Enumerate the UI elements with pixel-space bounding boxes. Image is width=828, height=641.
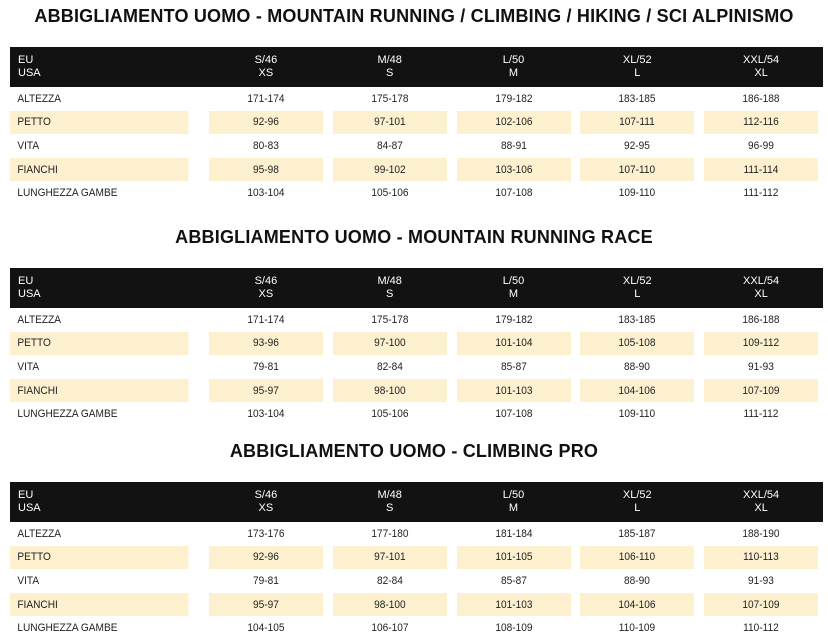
table-cell: 183-185 — [618, 313, 656, 326]
table-header-row — [10, 482, 823, 522]
header-size-cell: S/46 XS — [204, 268, 328, 308]
table-header-row — [10, 47, 823, 87]
table-cell: 80-83 — [252, 139, 279, 152]
table-cell: 104-105 — [247, 622, 285, 635]
table-cell: 177-180 — [371, 527, 409, 540]
table-cell: 107-109 — [704, 593, 818, 617]
table-cell: 99-102 — [333, 158, 447, 182]
table-cell: 101-103 — [457, 379, 571, 403]
section-title-general: ABBIGLIAMENTO UOMO - MOUNTAIN RUNNING / CLIMBING / HIKING / SCI ALPINISMO — [34, 6, 794, 26]
table-cell: 105-106 — [371, 187, 409, 200]
table-header-row — [10, 268, 823, 308]
row-label: VITA — [17, 139, 40, 152]
table-row — [10, 546, 823, 570]
row-label: ALTEZZA — [17, 527, 62, 540]
table-row — [10, 181, 823, 205]
header-size-cell: S/46 XS — [204, 482, 328, 522]
table-cell: 92-96 — [209, 111, 323, 135]
table-cell: 175-178 — [371, 313, 409, 326]
table-cell: 103-106 — [457, 158, 571, 182]
row-label: ALTEZZA — [17, 313, 62, 326]
header-label-cell: EU USA — [10, 482, 204, 522]
table-cell: 104-106 — [580, 379, 694, 403]
header-size-cell: M/48 S — [328, 47, 452, 87]
table-cell: 92-96 — [209, 546, 323, 570]
table-cell: 111-112 — [743, 187, 779, 200]
table-row — [10, 134, 823, 158]
table-cell: 96-99 — [748, 139, 775, 152]
table-cell: 173-176 — [247, 527, 285, 540]
header-size-cell: XXL/54 XL — [699, 268, 823, 308]
table-row — [10, 569, 823, 593]
table-row — [10, 593, 823, 617]
section-title-climbing-pro: ABBIGLIAMENTO UOMO - CLIMBING PRO — [229, 441, 599, 461]
table-cell: 106-107 — [371, 622, 409, 635]
row-label: LUNGHEZZA GAMBE — [17, 622, 118, 635]
header-size-cell: M/48 S — [328, 268, 452, 308]
header-size-cell: L/50 M — [452, 47, 576, 87]
header-size-cell: XL/52 L — [575, 482, 699, 522]
table-cell: 102-106 — [457, 111, 571, 135]
table-cell: 171-174 — [247, 92, 285, 105]
table-cell: 91-93 — [748, 574, 775, 587]
table-row — [10, 111, 823, 135]
row-label: FIANCHI — [10, 379, 188, 403]
table-row — [10, 308, 823, 332]
table-cell: 112-116 — [704, 111, 818, 135]
table-cell: 111-114 — [704, 158, 818, 182]
table-cell: 82-84 — [376, 360, 403, 373]
header-size-cell: XXL/54 XL — [699, 482, 823, 522]
table-cell: 95-97 — [209, 593, 323, 617]
table-cell: 98-100 — [333, 593, 447, 617]
table-cell: 91-93 — [748, 360, 775, 373]
table-row — [10, 332, 823, 356]
table-cell: 95-98 — [209, 158, 323, 182]
size-table-climbing-pro — [10, 482, 823, 640]
table-cell: 107-110 — [580, 158, 694, 182]
table-cell: 179-182 — [494, 92, 533, 105]
table-cell: 97-101 — [333, 111, 447, 135]
row-label: VITA — [17, 360, 40, 373]
row-label: VITA — [17, 574, 40, 587]
row-label: PETTO — [10, 111, 188, 135]
row-label: PETTO — [10, 332, 188, 356]
table-cell: 79-81 — [252, 574, 279, 587]
table-cell: 85-87 — [500, 574, 527, 587]
header-label-cell: EU USA — [10, 268, 204, 308]
table-cell: 109-110 — [619, 408, 656, 421]
size-table-general — [10, 47, 823, 205]
table-cell: 84-87 — [376, 139, 403, 152]
table-cell: 109-112 — [704, 332, 818, 356]
header-size-cell: XL/52 L — [575, 268, 699, 308]
header-size-cell: S/46 XS — [204, 47, 328, 87]
table-cell: 185-187 — [618, 527, 656, 540]
table-cell: 104-106 — [580, 593, 694, 617]
table-cell: 108-109 — [494, 622, 533, 635]
table-cell: 105-108 — [580, 332, 694, 356]
table-cell: 188-190 — [742, 527, 780, 540]
table-cell: 107-108 — [494, 408, 533, 421]
row-label: LUNGHEZZA GAMBE — [17, 408, 118, 421]
row-label: FIANCHI — [10, 593, 188, 617]
table-cell: 107-109 — [704, 379, 818, 403]
table-row — [10, 158, 823, 182]
table-cell: 110-112 — [743, 622, 779, 635]
table-cell: 95-97 — [209, 379, 323, 403]
header-size-cell: L/50 M — [452, 268, 576, 308]
table-cell: 103-104 — [247, 187, 285, 200]
row-label: FIANCHI — [10, 158, 188, 182]
table-row — [10, 402, 823, 426]
table-cell: 101-103 — [457, 593, 571, 617]
header-size-cell: L/50 M — [452, 482, 576, 522]
header-label-cell: EU USA — [10, 47, 204, 87]
table-cell: 92-95 — [624, 139, 651, 152]
table-cell: 85-87 — [500, 360, 527, 373]
table-row — [10, 379, 823, 403]
row-label: PETTO — [10, 546, 188, 570]
table-cell: 110-109 — [619, 622, 656, 635]
table-cell: 79-81 — [252, 360, 279, 373]
table-cell: 98-100 — [333, 379, 447, 403]
header-size-cell: XXL/54 XL — [699, 47, 823, 87]
row-label: LUNGHEZZA GAMBE — [17, 187, 118, 200]
table-row — [10, 522, 823, 546]
section-title-race: ABBIGLIAMENTO UOMO - MOUNTAIN RUNNING RACE — [175, 227, 653, 247]
row-label: ALTEZZA — [17, 92, 62, 105]
table-cell: 103-104 — [247, 408, 285, 421]
table-row — [10, 616, 823, 640]
table-cell: 107-111 — [580, 111, 694, 135]
table-cell: 110-113 — [704, 546, 818, 570]
table-cell: 101-104 — [457, 332, 571, 356]
table-cell: 105-106 — [371, 408, 409, 421]
table-cell: 106-110 — [580, 546, 694, 570]
table-cell: 179-182 — [494, 313, 533, 326]
table-cell: 101-105 — [457, 546, 571, 570]
table-cell: 97-100 — [333, 332, 447, 356]
table-cell: 93-96 — [209, 332, 323, 356]
table-cell: 97-101 — [333, 546, 447, 570]
table-cell: 186-188 — [742, 92, 780, 105]
table-cell: 82-84 — [376, 574, 403, 587]
table-cell: 107-108 — [494, 187, 533, 200]
table-cell: 186-188 — [742, 313, 780, 326]
table-cell: 171-174 — [247, 313, 285, 326]
table-cell: 88-90 — [624, 574, 651, 587]
table-cell: 88-91 — [500, 139, 527, 152]
table-cell: 109-110 — [619, 187, 656, 200]
table-cell: 175-178 — [371, 92, 409, 105]
header-size-cell: XL/52 L — [575, 47, 699, 87]
table-row — [10, 355, 823, 379]
header-size-cell: M/48 S — [328, 482, 452, 522]
size-table-race — [10, 268, 823, 426]
table-cell: 181-184 — [494, 527, 533, 540]
table-cell: 88-90 — [624, 360, 651, 373]
table-cell: 183-185 — [618, 92, 656, 105]
table-row — [10, 87, 823, 111]
table-cell: 111-112 — [743, 408, 779, 421]
